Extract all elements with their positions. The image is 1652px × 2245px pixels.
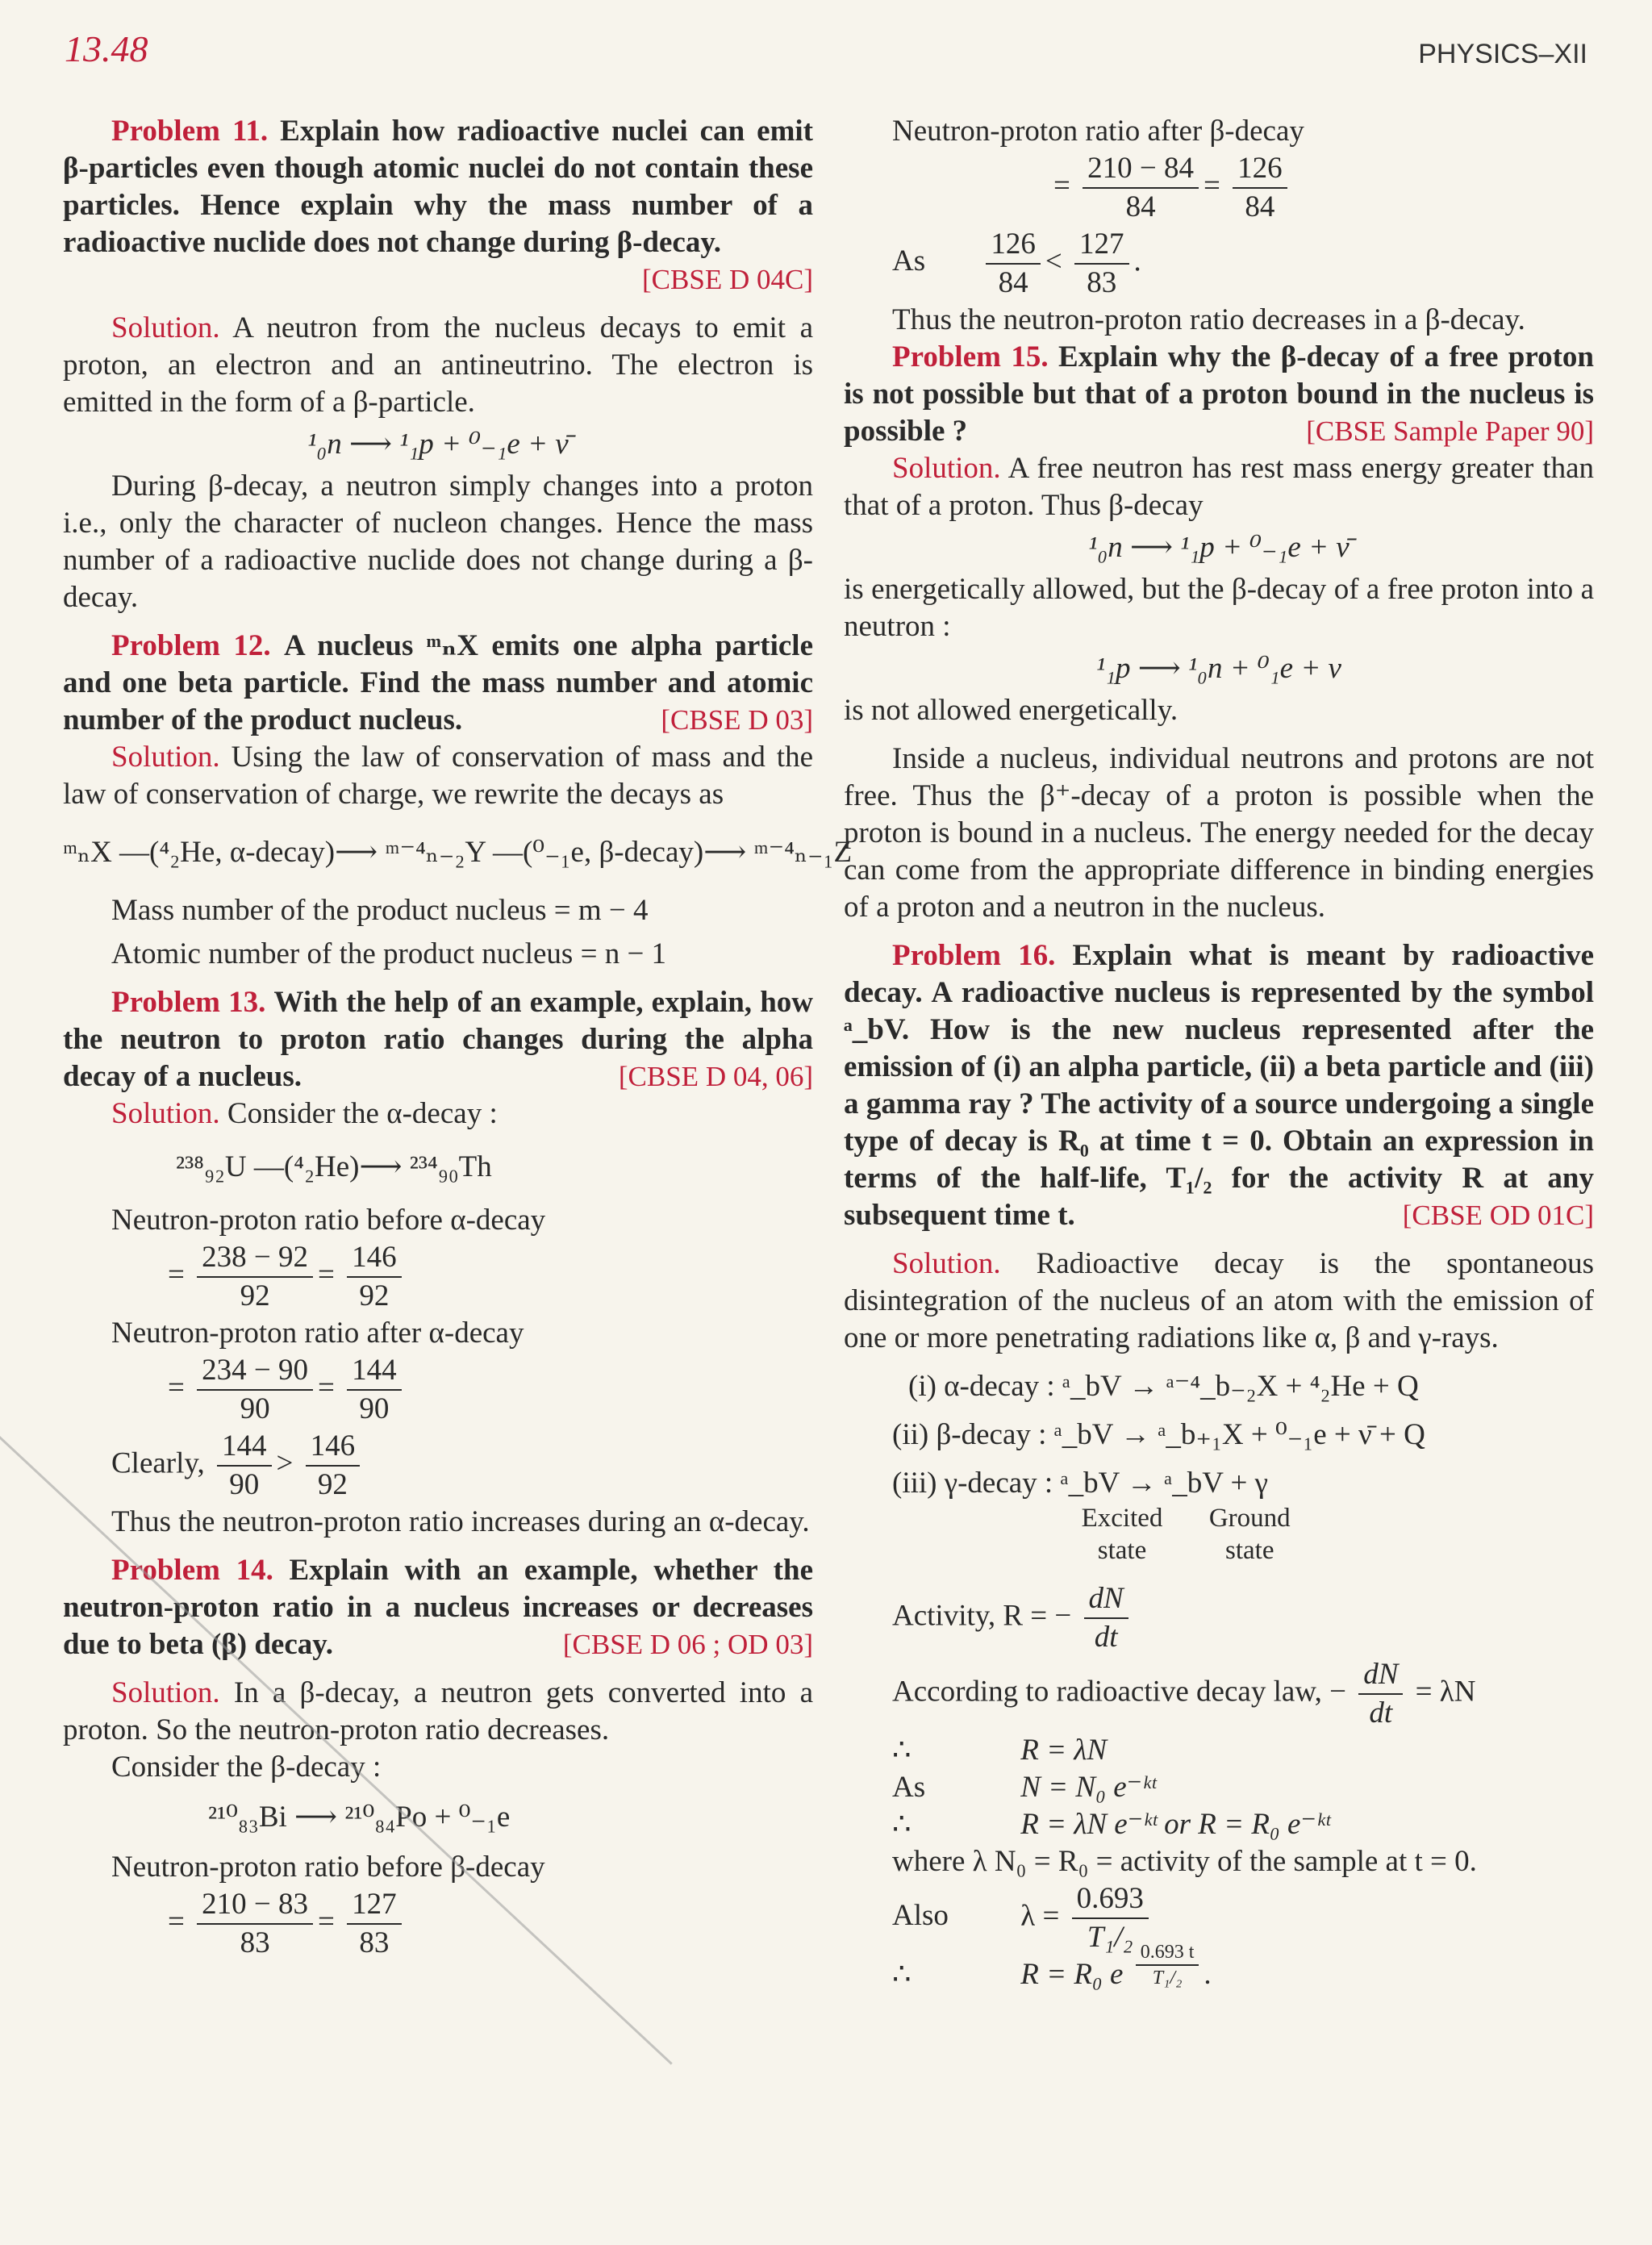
mass-number-line: Mass number of the product nucleus = m − 4 xyxy=(111,894,649,927)
ratio-comparison: As $\frac{126}{84}$ < $\frac{127}{83}$ . xyxy=(892,226,1594,302)
fraction-denominator: 92 xyxy=(240,1279,270,1312)
solution-text: Using the law of conservation of mass and the law of conservation of charge, we rewrite the decays as xyxy=(63,741,813,811)
excited-state-label: Excited state xyxy=(1081,1504,1163,1565)
problem-11 xyxy=(63,113,813,261)
atomic-number-line: Atomic number of the product nucleus = n − 1 xyxy=(111,937,667,970)
solution-label: Solution. xyxy=(111,311,220,344)
fraction-denominator: dt xyxy=(1369,1696,1393,1730)
final-equation: ∴ R = R₀ e $\frac{0.693 t}{\text{T₁/₂}}$ . xyxy=(892,1956,1594,1993)
ratio-after-label: Neutron-proton ratio after β-decay xyxy=(892,115,1304,148)
problem-14 xyxy=(63,1552,813,1663)
problem-question: A nucleus ᵐₙX emits one alpha particle and one beta particle. Find the mass number and atomic number of the product nucleus. xyxy=(63,629,813,737)
fraction-denominator: 84 xyxy=(1245,190,1275,223)
fraction-numerator: 146 xyxy=(306,1428,361,1467)
decay-law-equation xyxy=(892,1656,1594,1732)
lambda-equation xyxy=(892,1880,1594,1956)
ground-state-label: Ground state xyxy=(1208,1504,1291,1565)
also-word: Also xyxy=(892,1899,949,1933)
solution-text: A free neutron has rest mass energy greater than that of a proton. Thus β-decay xyxy=(844,452,1594,522)
fraction-numerator: dN xyxy=(1084,1580,1128,1619)
gamma-decay-line: (iii) γ-decay : ᵃ_bV → ᵃ_bV + γ xyxy=(892,1467,1269,1500)
fraction-numerator: 144 xyxy=(347,1352,402,1391)
alpha-decay-line: (i) α-decay : ᵃ_bV → ᵃ⁻⁴_b₋₂X + ⁴₂He + Q xyxy=(908,1370,1419,1403)
solution-text: Inside a nucleus, individual neutrons and protons are not free. Thus the β⁺-decay of a proton is possible when the proton is bound in a nucleus. The energy needed for the decay can come from the appropriate difference in binding energies of a proton and a neutron in the nucleus. xyxy=(844,742,1594,924)
fraction-numerator: 210 − 83 xyxy=(197,1886,313,1925)
solution-14 xyxy=(63,1675,813,1749)
equation: N = N₀ e⁻ᵏᵗ xyxy=(1020,1771,1156,1804)
alpha-decay-equation: ²³⁸₉₂U —(⁴₂He)⟶ ²³⁴₉₀Th xyxy=(176,1150,492,1183)
solution-11 xyxy=(63,310,813,421)
solution-text: Radioactive decay is the spontaneous disintegration of the nucleus of an atom with the emission of one or more penetrating radiations like α, β and γ-rays. xyxy=(844,1247,1595,1354)
decay-law-rhs: = λN xyxy=(1415,1675,1476,1709)
problem-question: Explain why the β-decay of a free proton is not possible but that of a proton bound in the nucleus is possible ? xyxy=(844,340,1594,448)
ratio-after-label: Neutron-proton ratio after α-decay xyxy=(111,1317,524,1350)
ratio-comparison: Clearly, $\frac{144}{90}$ > $\frac{146}{92}$ xyxy=(111,1428,813,1504)
fraction-denominator: T₁/₂ xyxy=(1087,1921,1133,1954)
exam-tag: [CBSE D 04, 06] xyxy=(618,1061,813,1092)
exam-tag: [CBSE OD 01C] xyxy=(1402,1200,1594,1231)
therefore-symbol: ∴ xyxy=(892,1808,912,1841)
fraction-numerator: 234 − 90 xyxy=(197,1352,313,1391)
solution-label: Solution. xyxy=(111,1097,220,1130)
ratio-before: = $\frac{238 - 92}{92}$ = $\frac{146}{92}$ xyxy=(168,1239,813,1315)
fraction-denominator: 83 xyxy=(1087,266,1117,299)
exam-tag: [CBSE D 04C] xyxy=(642,264,813,295)
fraction-denominator: 92 xyxy=(317,1468,348,1501)
exponent-numerator: 0.693 t xyxy=(1136,1940,1199,1966)
fraction-numerator: 210 − 84 xyxy=(1083,150,1199,189)
solution-text: In a β-decay, a neutron gets converted into a proton. So the neutron-proton ratio decreases. xyxy=(63,1676,814,1746)
state-labels xyxy=(1062,1502,1594,1569)
equation-row xyxy=(892,1732,1594,1769)
solution-13 xyxy=(63,1095,813,1133)
activity-equation xyxy=(892,1580,1594,1656)
conclusion-text: Thus the neutron-proton ratio decreases in a β-decay. xyxy=(892,303,1525,336)
solution-16 xyxy=(844,1246,1594,1357)
ratio-after: = $\frac{234 - 90}{90}$ = $\frac{144}{90}$ xyxy=(168,1352,813,1428)
equation: R = λN e⁻ᵏᵗ or R = R₀ e⁻ᵏᵗ xyxy=(1020,1808,1330,1841)
equation: ¹₁p ⟶ ¹₀n + ⁰₁e + ν xyxy=(1096,652,1341,685)
solution-label: Solution. xyxy=(111,741,220,774)
fraction-numerator: 127 xyxy=(347,1886,402,1925)
exponent-denominator: T₁/₂ xyxy=(1152,1968,1183,1988)
fraction-numerator: 126 xyxy=(1233,150,1287,189)
fraction-denominator: 83 xyxy=(240,1926,270,1959)
fraction-numerator: 238 − 92 xyxy=(197,1239,313,1278)
lambda-lhs: λ = xyxy=(1020,1899,1060,1933)
clearly-word: Clearly, xyxy=(111,1446,205,1480)
solution-label: Solution. xyxy=(892,1247,1001,1280)
fraction-denominator: dt xyxy=(1094,1621,1118,1654)
exam-tag: [CBSE D 06 ; OD 03] xyxy=(562,1629,813,1660)
problem-question: Explain how radioactive nuclei can emit β-particles even though atomic nuclei do not contain these particles. Hence explain why the mass number of a radioactive nuclide does not change during β-decay. xyxy=(63,115,813,259)
decay-chain-equation: ᵐₙX —(⁴₂He, α-decay)⟶ ᵐ⁻⁴ₙ₋₂Y —(⁰₋₁e, β-decay)⟶ ᵐ⁻⁴ₙ₋₁Z xyxy=(63,836,853,869)
problem-15 xyxy=(844,339,1594,450)
problem-13 xyxy=(63,984,813,1095)
decay-law-label: According to radioactive decay law, − xyxy=(892,1675,1346,1709)
solution-text: is not allowed energetically. xyxy=(844,694,1179,727)
final-lhs: R = R₀ e xyxy=(1020,1958,1124,1991)
left-column xyxy=(63,113,853,1962)
problem-label: Problem 12. xyxy=(111,629,271,662)
fraction-denominator: 84 xyxy=(998,266,1028,299)
subject-header: PHYSICS–XII xyxy=(1418,39,1587,69)
solution-text: Consider the α-decay : xyxy=(227,1097,498,1130)
exam-tag: [CBSE Sample Paper 90] xyxy=(1306,415,1594,447)
problem-question: Explain what is meant by radioactive decay. A radioactive nucleus is represented by the symbol ᵃ_bV. How is the new nucleus represented after the emission of (i) an alpha particle, (ii) a beta particle and (iii) a gamma ray ? The activity of a source undergoing a single type of decay is R₀ at time t = 0. Obtain an expression in terms of the half-life, T₁/₂ for the activity R at any subsequent time t. xyxy=(844,939,1594,1232)
equation: ¹₀n ⟶ ¹₁p + ⁰₋₁e + ν̄ xyxy=(1088,531,1350,564)
solution-label: Solution. xyxy=(892,452,1001,485)
equation: ¹₀n ⟶ ¹₁p + ⁰₋₁e + ν̄ xyxy=(307,428,569,461)
problem-16 xyxy=(844,937,1594,1234)
fraction-numerator: dN xyxy=(1358,1656,1403,1695)
problem-label: Problem 15. xyxy=(892,340,1049,373)
solution-text: A neutron from the nucleus decays to emit a proton, an electron and an antineutrino. The electron is emitted in the form of a β-particle. xyxy=(63,311,814,419)
where-line: where λ N₀ = R₀ = activity of the sample at t = 0. xyxy=(892,1845,1477,1878)
solution-12 xyxy=(63,739,813,813)
page-number: 13.48 xyxy=(65,28,148,69)
solution-text: Consider the β-decay : xyxy=(111,1751,382,1784)
as-word: As xyxy=(892,1771,926,1804)
exam-tag: [CBSE D 03] xyxy=(661,704,813,736)
problem-label: Problem 16. xyxy=(892,939,1056,972)
fraction-numerator: 0.693 xyxy=(1072,1880,1149,1919)
fraction-numerator: 127 xyxy=(1074,226,1129,265)
equation-row xyxy=(892,1806,1594,1843)
ratio-before-label: Neutron-proton ratio before α-decay xyxy=(111,1204,546,1237)
fraction-denominator: 84 xyxy=(1125,190,1156,223)
problem-question: With the help of an example, explain, how the neutron to proton ratio changes during the alpha decay of a nucleus. xyxy=(63,986,813,1093)
fraction-denominator: 92 xyxy=(359,1279,390,1312)
ratio-before: = $\frac{210 - 83}{83}$ = $\frac{127}{83}$ xyxy=(168,1886,813,1962)
problem-12 xyxy=(63,628,813,739)
fraction-denominator: 83 xyxy=(359,1926,390,1959)
ratio-before-label: Neutron-proton ratio before β-decay xyxy=(111,1851,545,1884)
beta-decay-line: (ii) β-decay : ᵃ_bV → ᵃ_b₊₁X + ⁰₋₁e + ν̄ + Q xyxy=(892,1418,1425,1451)
solution-text: is energetically allowed, but the β-decay of a free proton into a neutron : xyxy=(844,573,1594,643)
solution-15 xyxy=(844,450,1594,524)
problem-label: Problem 11. xyxy=(111,115,269,148)
as-word: As xyxy=(892,244,926,278)
problem-label: Problem 13. xyxy=(111,986,266,1019)
fraction-numerator: 144 xyxy=(217,1428,272,1467)
right-column xyxy=(844,113,1594,1993)
fraction-denominator: 90 xyxy=(240,1392,270,1425)
solution-text: During β-decay, a neutron simply changes into a proton i.e., only the character of nucleon changes. Hence the mass number of a radioactive nuclide does not change during a β-decay. xyxy=(63,469,813,614)
therefore-symbol: ∴ xyxy=(892,1734,912,1767)
problem-label: Problem 14. xyxy=(111,1554,273,1587)
fraction-numerator: 126 xyxy=(986,226,1041,265)
ratio-after: = $\frac{210 - 84}{84}$ = $\frac{126}{84}$ xyxy=(1053,150,1594,226)
fraction-numerator: 146 xyxy=(347,1239,402,1278)
therefore-symbol: ∴ xyxy=(892,1958,912,1991)
equation-row xyxy=(892,1769,1594,1806)
solution-label: Solution. xyxy=(111,1676,220,1709)
conclusion-text: Thus the neutron-proton ratio increases during an α-decay. xyxy=(111,1505,810,1538)
fraction-denominator: 90 xyxy=(359,1392,390,1425)
beta-decay-equation: ²¹⁰₈₃Bi ⟶ ²¹⁰₈₄Po + ⁰₋₁e xyxy=(208,1801,511,1834)
activity-label: Activity, R = − xyxy=(892,1599,1072,1633)
problem-question: Explain with an example, whether the neutron-proton ratio in a nucleus increases or decreases due to beta (β) decay. xyxy=(63,1554,814,1661)
fraction-denominator: 90 xyxy=(229,1468,260,1501)
equation: R = λN xyxy=(1020,1734,1108,1767)
